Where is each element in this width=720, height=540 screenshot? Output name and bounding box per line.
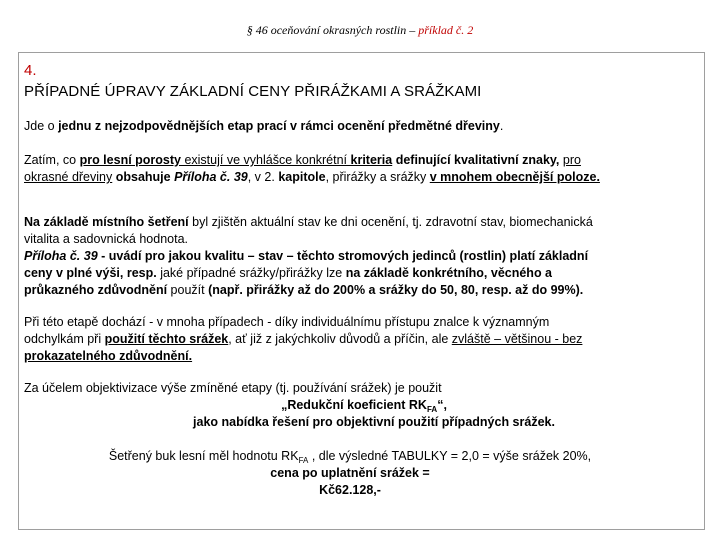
header-topic: § 46 oceňování okrasných rostlin – [246, 23, 419, 37]
result-label: cena po uplatnění srážek = [270, 466, 430, 480]
text-run-bold: jednu z nejzodpovědnějších etap prací v rámci ocenění předmětné dřeviny [58, 119, 500, 133]
text-run-underline: pro [562, 153, 581, 167]
text-run: byl zjištěn aktuální stav ke dni ocenění, tj. zdravotní stav, biomechanická [188, 215, 593, 229]
text-run-bold: ceny v plné výši, resp. [24, 266, 157, 280]
text-run-bold: průkazného zdůvodnění [24, 283, 168, 297]
text-run: Za účelem objektivizace výše zmíněné etapy (tj. používání srážek) je použit [24, 381, 442, 395]
text-run-bold: - uvádí pro jakou kvalitu – stav – těchto stromových jedinců (rostlin) platí základní [97, 249, 589, 263]
text-run: použít [167, 283, 209, 297]
text-run: , dle výsledné TABULKY = 2,0 = výše srážek 20%, [308, 449, 592, 463]
text-run-bold: jako nabídka řešení pro objektivní použití případných srážek. [193, 415, 555, 429]
text-run: odchylkám při [24, 332, 105, 346]
text-run: Šetřený buk lesní měl hodnotu RK [108, 449, 299, 463]
text-run-bold: kapitole [278, 170, 326, 184]
paragraph-intro [24, 118, 684, 135]
text-run-bold-underline: prokazatelného zdůvodnění. [24, 349, 193, 363]
text-run: , v 2. [247, 170, 279, 184]
paragraph-deviations [24, 314, 684, 365]
text-run: vitalita a sadovnická hodnota. [24, 232, 188, 246]
text-run-underline: okrasné dřeviny [24, 170, 113, 184]
text-run-bold-underline: použití těchto srážek [104, 332, 229, 346]
text-run-bold: “, [437, 398, 447, 412]
paragraph-survey [24, 214, 684, 299]
paragraph-objectivization [24, 380, 684, 431]
text-run-bold-underline: v mnohem obecnější poloze. [429, 170, 600, 184]
slide-header [0, 23, 720, 38]
text-run: , přirážky a srážky [325, 170, 430, 184]
text-run: jaké případné srážky/přirážky lze [156, 266, 346, 280]
text-run-bold: obsahuje [112, 170, 175, 184]
section-title: PŘÍPADNÉ ÚPRAVY ZÁKLADNÍ CENY PŘIRÁŽKAMI A SRÁŽKAMI [24, 83, 482, 100]
section-number: 4. [24, 62, 37, 79]
text-run-bold-italic: Příloha č. 39 [24, 249, 98, 263]
result-price: Kč62.128,- [319, 483, 381, 497]
text-run-underline: existují ve vyhlášce konkrétní [180, 153, 351, 167]
text-run-bold-underline: pro lesní porosty [79, 153, 181, 167]
text-run-bold: (např. přirážky až do 200% a srážky do 50, 80, resp. až do 99%). [208, 283, 584, 297]
text-run: Jde o [24, 119, 59, 133]
text-run: Při této etapě dochází - v mnoha případech - díky individuálnímu přístupu znalce k významným [24, 315, 550, 329]
text-run-bold: definující kvalitativní znaky, [392, 153, 563, 167]
text-run-bold: na základě konkrétního, věcného a [345, 266, 553, 280]
text-run-underline: zvláště – většinou - bez [451, 332, 583, 346]
text-run-bold-italic: Příloha č. 39 [174, 170, 248, 184]
paragraph-result [50, 448, 650, 499]
coefficient-subscript: FA [426, 405, 438, 414]
header-example: příklad č. 2 [418, 23, 474, 37]
text-run-bold-underline: kriteria [350, 153, 393, 167]
text-run: , ať již z jakýchkoliv důvodů a příčin, ale [228, 332, 452, 346]
coefficient-subscript: FA [298, 456, 309, 465]
text-run-bold: Na základě místního šetření [24, 215, 189, 229]
text-run: Zatím, co [24, 153, 80, 167]
text-run: . [499, 119, 504, 133]
paragraph-criteria [24, 152, 684, 186]
coefficient-name: „Redukční koeficient RK [281, 398, 427, 412]
